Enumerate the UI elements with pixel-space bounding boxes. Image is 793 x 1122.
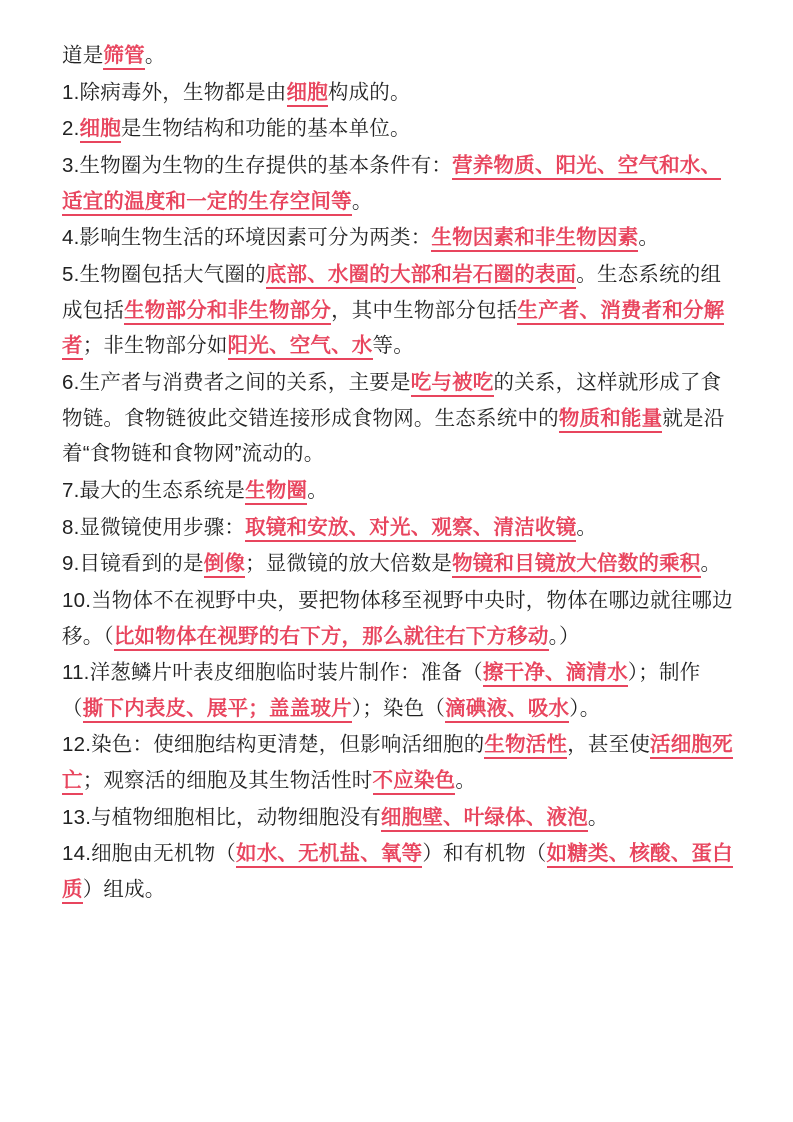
highlighted-text: 如糖类、核酸、蛋白质	[62, 842, 733, 904]
document-body	[62, 38, 735, 908]
plain-text: 10.当物体不在视野中央，要把物体移至视野中央时，物体在哪边就往哪边移。（	[62, 588, 733, 648]
plain-text: 7.最大的生态系统是	[62, 478, 246, 502]
text-line	[62, 257, 735, 364]
text-line	[62, 75, 735, 111]
plain-text: ）和有机物（	[422, 842, 547, 866]
text-line	[62, 38, 735, 74]
plain-text: 4.影响生物生活的环境因素可分为两类：	[62, 226, 432, 250]
text-line	[62, 836, 735, 907]
plain-text: 9.目镜看到的是	[62, 552, 204, 576]
text-line	[62, 727, 735, 798]
text-line	[62, 546, 735, 582]
plain-text: 。	[307, 478, 328, 502]
text-line	[62, 365, 735, 472]
highlighted-text: 细胞	[287, 81, 328, 107]
text-line	[62, 473, 735, 509]
highlighted-text: 不应染色	[373, 769, 456, 795]
highlighted-text: 倒像	[204, 552, 245, 578]
highlighted-text: 细胞	[80, 117, 121, 143]
highlighted-text: 底部、水圈的大部和岩石圈的表面	[266, 263, 577, 289]
plain-text: 。	[700, 552, 722, 576]
highlighted-text: 生物活性	[484, 733, 567, 759]
plain-text: 。	[638, 226, 660, 250]
plain-text: ）；制作（	[62, 661, 701, 720]
plain-text: 。）	[548, 624, 580, 648]
plain-text: 13.与植物细胞相比，动物细胞没有	[62, 805, 381, 829]
highlighted-text: 如水、无机盐、氧等	[236, 842, 422, 868]
highlighted-text: 比如物体在视野的右下方，那么就往右下方移动	[114, 625, 549, 651]
plain-text: 。	[576, 515, 598, 539]
plain-text: 。	[455, 769, 477, 793]
highlighted-text: 取镜和安放、对光、观察、清洁收镜	[245, 516, 576, 542]
plain-text: 8.显微镜使用步骤：	[62, 515, 246, 539]
highlighted-text: 营养物质、阳光、空气和水、适宜的温度和一定的生存空间等	[62, 154, 721, 216]
plain-text: 11.洋葱鳞片叶表皮细胞临时装片制作：准备（	[62, 661, 483, 685]
highlighted-text: 撕下内表皮、展平；盖盖玻片	[83, 697, 352, 723]
plain-text: ）；染色（	[351, 696, 446, 720]
plain-text: 12.染色：使细胞结构更清楚，但影响活细胞的	[62, 733, 485, 757]
plain-text: 2.	[62, 117, 80, 141]
plain-text: 就是沿着“食物链和食物网”流动的。	[62, 406, 725, 466]
highlighted-text: 物镜和目镜放大倍数的乘积	[452, 552, 700, 578]
highlighted-text: 滴碘液、吸水	[445, 697, 569, 723]
plain-text: 等。	[372, 334, 414, 358]
plain-text: 。	[587, 805, 609, 829]
highlighted-text: 生物圈	[245, 479, 307, 505]
text-line	[62, 111, 735, 147]
plain-text: 道是	[62, 44, 104, 67]
text-line	[62, 510, 735, 546]
plain-text: ，其中生物部分包括	[331, 298, 518, 322]
plain-text: ）组成。	[82, 878, 166, 902]
plain-text: 。	[351, 189, 373, 213]
highlighted-text: 生物因素和非生物因素	[431, 226, 638, 252]
plain-text: ，甚至使	[567, 733, 651, 757]
plain-text: 的关系，这样就形成了食物链。食物链彼此交错连接形成食物网。生态系统中的	[62, 370, 722, 430]
text-line	[62, 148, 735, 219]
highlighted-text: 物质和能量	[559, 407, 663, 433]
text-line	[62, 655, 735, 726]
highlighted-text: 生产者、消费者和分解者	[62, 299, 724, 361]
text-line	[62, 220, 735, 256]
plain-text: 是生物结构和功能的基本单位。	[120, 117, 411, 141]
plain-text: ；非生物部分如	[82, 334, 228, 358]
highlighted-text: 活细胞死亡	[62, 733, 733, 795]
plain-text: 1.除病毒外，生物都是由	[62, 80, 287, 104]
plain-text: 5.生物圈包括大气圈的	[62, 262, 266, 286]
plain-text: 6.生产者与消费者之间的关系，主要是	[62, 370, 411, 394]
plain-text: 。	[144, 44, 166, 67]
plain-text: 14.细胞由无机物（	[62, 842, 236, 866]
text-line	[62, 583, 735, 654]
highlighted-text: 擦干净、滴清水	[483, 661, 628, 687]
plain-text: 构成的。	[327, 80, 411, 104]
plain-text: 。生态系统的组成包括	[62, 262, 722, 322]
highlighted-text: 阳光、空气、水	[228, 334, 373, 360]
highlighted-text: 细胞壁、叶绿体、液泡	[381, 806, 588, 832]
plain-text: ）。	[569, 696, 601, 720]
highlighted-text: 生物部分和非生物部分	[124, 299, 331, 325]
plain-text: 3.生物圈为生物的生存提供的基本条件有：	[62, 153, 453, 177]
highlighted-text: 筛管	[103, 44, 144, 70]
text-line	[62, 800, 735, 836]
highlighted-text: 吃与被吃	[411, 371, 494, 397]
plain-text: ；显微镜的放大倍数是	[245, 552, 453, 576]
plain-text: ；观察活的细胞及其生物活性时	[82, 769, 373, 793]
